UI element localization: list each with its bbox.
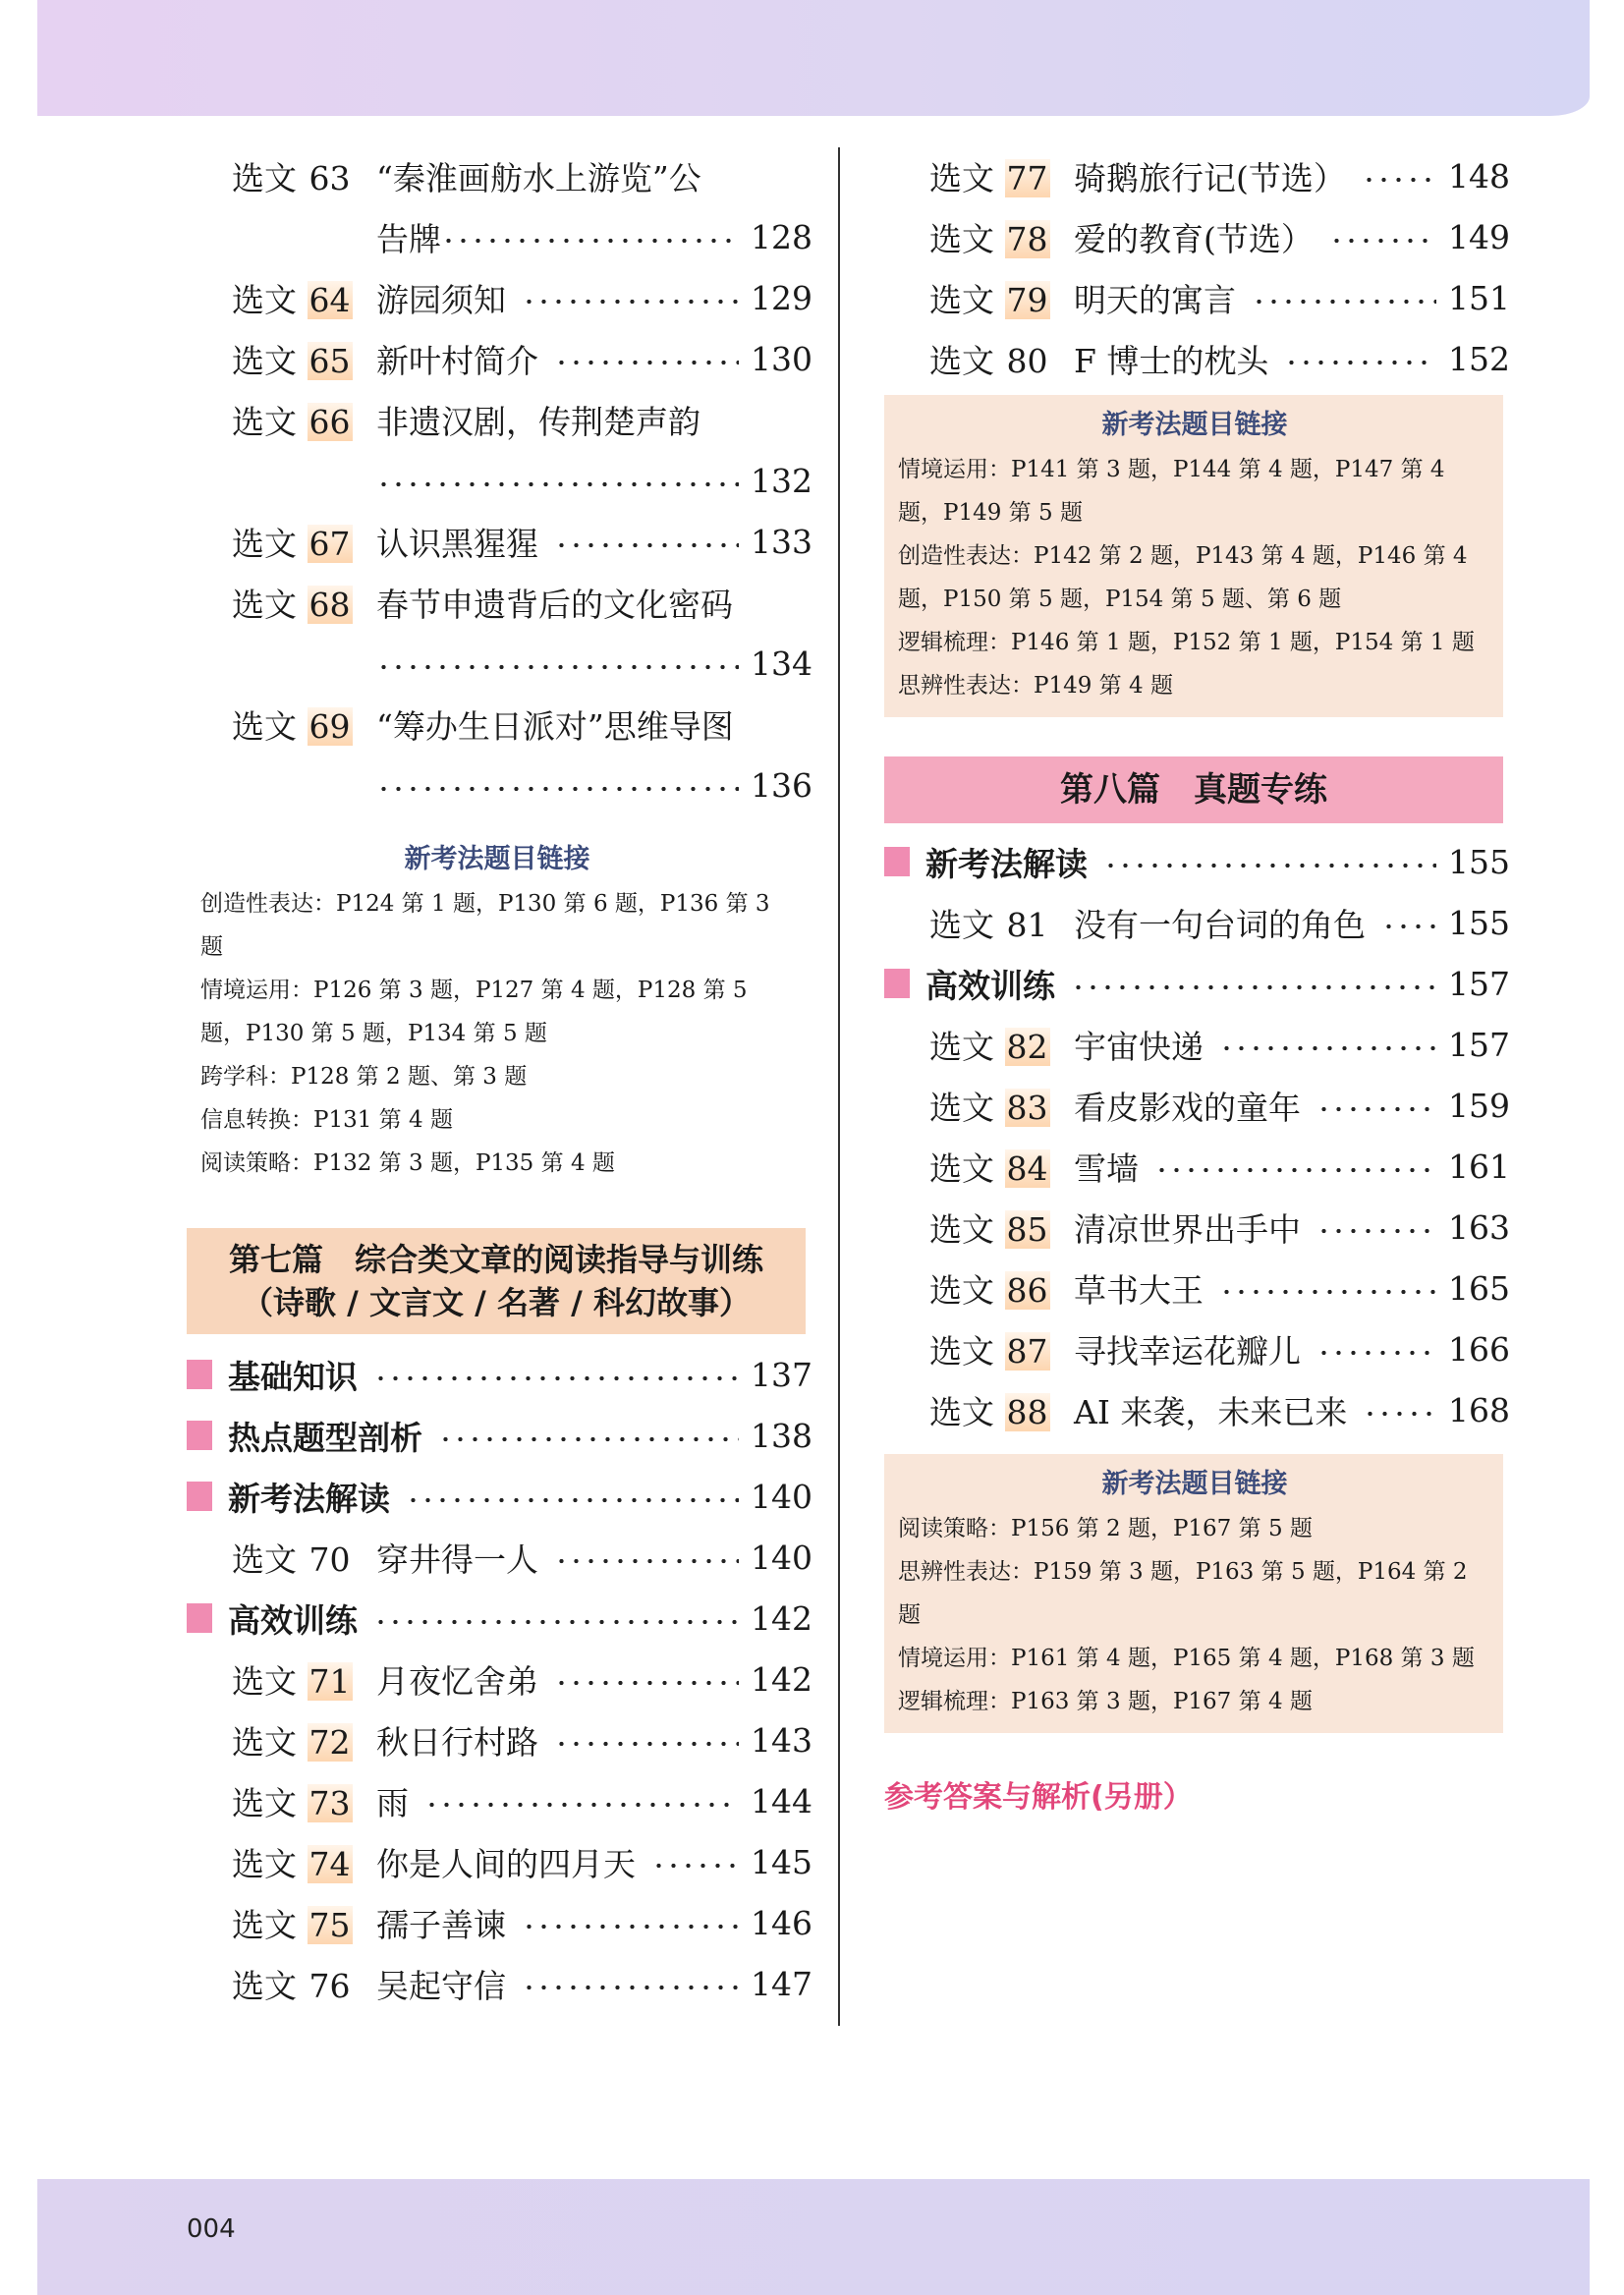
entry-title: 寻找幸运花瓣儿	[1074, 1331, 1301, 1371]
leader-dots	[522, 1969, 739, 1998]
leader-dots	[1316, 1334, 1436, 1364]
leader-dots	[1154, 1151, 1436, 1181]
entry-title: 新叶村简介	[376, 341, 538, 380]
leader-dots	[554, 1664, 739, 1694]
toc-entry[interactable]	[884, 1318, 1510, 1379]
entry-page: 159	[1448, 1086, 1510, 1125]
toc-entry[interactable]	[884, 206, 1510, 267]
leader-dots	[373, 1360, 739, 1389]
toc-entry[interactable]	[884, 1014, 1510, 1075]
entry-title: 孺子善谏	[376, 1905, 506, 1944]
section-marker-icon	[187, 1360, 212, 1389]
entry-title: 看皮影戏的童年	[1074, 1088, 1301, 1127]
section-marker-icon	[187, 1482, 212, 1511]
entry-label: 选文 86	[929, 1270, 1048, 1310]
entry-page: 157	[1448, 1025, 1510, 1064]
entry-label: 选文 78	[929, 219, 1048, 258]
toc-entry[interactable]	[187, 1892, 812, 1953]
toc-section[interactable]	[187, 1405, 812, 1466]
link-item: 思辨性表达：P159 第 3 题，P163 第 5 题，P164 第 2 题	[898, 1559, 1468, 1628]
toc-entry[interactable]	[187, 328, 812, 389]
leader-dots	[554, 1725, 739, 1755]
leader-dots	[1284, 344, 1436, 373]
leader-dots	[522, 1908, 739, 1937]
toc-entry[interactable]	[187, 1527, 812, 1588]
leader-dots	[1362, 161, 1436, 191]
leader-dots	[438, 1421, 739, 1450]
links-heading: 新考法题目链接	[1101, 410, 1288, 440]
section-title: 新考法解读	[925, 844, 1088, 883]
entry-title: 宇宙快递	[1074, 1027, 1204, 1066]
toc-section[interactable]	[884, 831, 1510, 892]
entry-page: 161	[1448, 1147, 1510, 1186]
toc-right-column	[884, 145, 1510, 1816]
toc-entry[interactable]	[884, 145, 1510, 206]
entry-title: 认识黑猩猩	[376, 524, 538, 563]
entry-label: 选文 63	[232, 158, 351, 197]
link-item: 阅读策略：P156 第 2 题，P167 第 5 题	[898, 1516, 1313, 1541]
entry-title: 游园须知	[376, 280, 506, 319]
toc-section[interactable]	[187, 1588, 812, 1649]
entry-page: 163	[1448, 1207, 1510, 1247]
entry-title: 骑鹅旅行记(节选）	[1074, 158, 1346, 197]
toc-entry[interactable]	[884, 1075, 1510, 1136]
toc-entry[interactable]	[187, 1831, 812, 1892]
entry-label: 选文 87	[929, 1331, 1048, 1371]
entry-page: 155	[1448, 903, 1510, 942]
link-item: 思辨性表达：P149 第 4 题	[898, 673, 1173, 699]
entry-page: 151	[1448, 278, 1510, 317]
link-item: 信息转换：P131 第 4 题	[200, 1107, 453, 1133]
entry-page: 129	[751, 278, 812, 317]
leader-dots	[554, 1542, 739, 1572]
links-heading: 新考法题目链接	[404, 844, 590, 874]
entry-label: 选文 84	[929, 1148, 1048, 1188]
toc-entry[interactable]	[187, 1709, 812, 1770]
leader-dots	[1316, 1091, 1436, 1120]
toc-section[interactable]	[884, 953, 1510, 1014]
leader-dots	[1316, 1212, 1436, 1242]
entry-label: 选文 66	[232, 402, 351, 441]
leader-dots	[651, 1847, 739, 1876]
entry-page: 165	[1448, 1268, 1510, 1308]
entry-page: 146	[751, 1903, 812, 1942]
entry-page: 132	[751, 461, 812, 500]
leader-dots	[1252, 283, 1436, 312]
entry-label: 选文 70	[232, 1539, 351, 1579]
chapter-7-title: 第七篇 综合类文章的阅读指导与训练	[228, 1241, 763, 1278]
toc-entry[interactable]	[884, 267, 1510, 328]
link-item: 阅读策略：P132 第 3 题，P135 第 4 题	[200, 1150, 615, 1176]
entry-title: 吴起守信	[376, 1966, 506, 2005]
leader-dots	[1219, 1273, 1436, 1303]
entry-label: 选文 83	[929, 1088, 1048, 1127]
entry-title: 月夜忆舍弟	[376, 1661, 538, 1701]
entry-title: 没有一句台词的角色	[1074, 905, 1366, 944]
page-number: 004	[187, 2214, 236, 2244]
entry-label: 选文 72	[232, 1722, 351, 1762]
entry-title-cont: 告牌	[376, 219, 441, 258]
new-question-links-box	[884, 1454, 1503, 1733]
chapter-8-title: 第八篇 真题专练	[1060, 770, 1327, 810]
toc-entry[interactable]	[884, 1258, 1510, 1318]
toc-entry[interactable]	[187, 572, 806, 633]
leader-dots	[1071, 969, 1436, 998]
section-title: 热点题型剖析	[228, 1418, 422, 1457]
entry-page: 144	[751, 1781, 812, 1820]
toc-entry[interactable]	[187, 145, 806, 206]
entry-label: 选文 79	[929, 280, 1048, 319]
section-marker-icon	[884, 969, 910, 998]
toc-entry[interactable]	[884, 892, 1510, 953]
entry-page: 147	[751, 1964, 812, 2003]
toc-entry[interactable]	[884, 1379, 1510, 1440]
section-title: 高效训练	[228, 1600, 358, 1640]
section-marker-icon	[187, 1603, 212, 1633]
toc-entry[interactable]	[187, 1953, 812, 2014]
entry-page: 136	[751, 765, 812, 805]
section-marker-icon	[187, 1421, 212, 1450]
entry-label: 选文 76	[232, 1966, 351, 2005]
toc-entry[interactable]	[187, 1649, 812, 1709]
leader-dots	[522, 283, 739, 312]
toc-entry-continuation[interactable]	[187, 755, 812, 815]
entry-label: 选文 69	[232, 706, 351, 746]
section-title: 基础知识	[228, 1357, 358, 1396]
toc-entry[interactable]	[884, 1197, 1510, 1258]
toc-entry[interactable]	[884, 328, 1510, 389]
answers-note[interactable]: 参考答案与解析(另册）	[884, 1780, 1193, 1815]
entry-title: 秋日行村路	[376, 1722, 538, 1762]
section-page: 157	[1448, 964, 1510, 1003]
entry-label: 选文 80	[929, 341, 1048, 380]
section-page: 155	[1448, 842, 1510, 881]
entry-title: 春节申遗背后的文化密码	[376, 585, 733, 624]
entry-page: 145	[751, 1842, 812, 1881]
link-item: 跨学科：P128 第 2 题、第 3 题	[200, 1064, 528, 1090]
link-item: 逻辑梳理：P163 第 3 题，P167 第 4 题	[898, 1689, 1313, 1714]
entry-page: 134	[751, 644, 812, 683]
leader-dots	[441, 222, 739, 252]
leader-dots	[1219, 1030, 1436, 1059]
entry-title: “筹办生日派对”思维导图	[376, 706, 734, 746]
toc-entry[interactable]	[187, 389, 806, 450]
link-item: 创造性表达：P124 第 1 题，P130 第 6 题，P136 第 3 题	[200, 891, 770, 960]
toc-left-column	[187, 145, 812, 2014]
entry-page: 128	[751, 217, 812, 256]
section-page: 142	[751, 1598, 812, 1638]
entry-page: 143	[751, 1720, 812, 1760]
leader-dots	[554, 527, 739, 556]
toc-entry-continuation[interactable]	[187, 206, 812, 267]
entry-label: 选文 74	[232, 1844, 351, 1883]
entry-label: 选文 88	[929, 1392, 1048, 1431]
toc-section[interactable]	[187, 1344, 812, 1405]
leader-dots	[376, 466, 739, 495]
entry-label: 选文 77	[929, 158, 1048, 197]
section-title: 新考法解读	[228, 1479, 390, 1518]
toc-entry[interactable]	[187, 1770, 812, 1831]
section-title: 高效训练	[925, 966, 1055, 1005]
chapter-8-header[interactable]	[884, 756, 1503, 823]
leader-dots	[373, 1603, 739, 1633]
entry-page: 148	[1448, 156, 1510, 196]
entry-page: 152	[1448, 339, 1510, 378]
entry-title: F 博士的枕头	[1074, 341, 1269, 380]
toc-section[interactable]	[187, 1466, 812, 1527]
chapter-7-subtitle: （诗歌 / 文言文 / 名著 / 科幻故事）	[242, 1284, 751, 1321]
toc-entry-continuation[interactable]	[187, 633, 812, 694]
entry-label: 选文 75	[232, 1905, 351, 1944]
entry-label: 选文 65	[232, 341, 351, 380]
section-marker-icon	[884, 847, 910, 876]
toc-entry-continuation[interactable]	[187, 450, 812, 511]
entry-label: 选文 73	[232, 1783, 351, 1822]
leader-dots	[1363, 1395, 1436, 1425]
entry-title: “秦淮画舫水上游览”公	[376, 158, 701, 197]
section-page: 137	[751, 1355, 812, 1394]
link-item: 逻辑梳理：P146 第 1 题，P152 第 1 题，P154 第 1 题	[898, 630, 1475, 655]
leader-dots	[376, 648, 739, 678]
link-item: 情境运用：P161 第 4 题，P165 第 4 题，P168 第 3 题	[898, 1646, 1475, 1671]
leader-dots	[1381, 908, 1436, 937]
section-page: 140	[751, 1477, 812, 1516]
link-item: 情境运用：P126 第 3 题，P127 第 4 题，P128 第 5 题，P130 第 5 题，P134 第 5 题	[200, 978, 748, 1046]
entry-label: 选文 64	[232, 280, 351, 319]
entry-title: 雨	[376, 1783, 409, 1822]
section-page: 138	[751, 1416, 812, 1455]
entry-label: 选文 71	[232, 1661, 351, 1701]
entry-label: 选文 68	[232, 585, 351, 624]
leader-dots	[1329, 222, 1436, 252]
link-item: 情境运用：P141 第 3 题，P144 第 4 题，P147 第 4 题，P149 第 5 题	[898, 457, 1445, 526]
chapter-7-header[interactable]	[187, 1228, 806, 1334]
toc-entry[interactable]	[187, 267, 812, 328]
entry-title: 草书大王	[1074, 1270, 1204, 1310]
entry-title: 你是人间的四月天	[376, 1844, 636, 1883]
entry-title: 明天的寓言	[1074, 280, 1236, 319]
entry-title: 非遗汉剧，传荆楚声韵	[376, 402, 700, 441]
entry-page: 168	[1448, 1390, 1510, 1429]
leader-dots	[424, 1786, 739, 1816]
entry-title: 雪墙	[1074, 1148, 1139, 1188]
leader-dots	[1103, 847, 1436, 876]
entry-page: 133	[751, 522, 812, 561]
entry-page: 166	[1448, 1329, 1510, 1369]
page-footer-band	[37, 2179, 1590, 2295]
entry-title: AI 来袭，未来已来	[1074, 1392, 1348, 1431]
entry-title: 清凉世界出手中	[1074, 1209, 1301, 1249]
entry-label: 选文 85	[929, 1209, 1048, 1249]
page-header-band	[37, 0, 1590, 116]
toc-entry[interactable]	[884, 1136, 1510, 1197]
entry-title: 爱的教育(节选）	[1074, 219, 1314, 258]
leader-dots	[554, 344, 739, 373]
entry-page: 149	[1448, 217, 1510, 256]
leader-dots	[376, 770, 739, 800]
entry-title: 穿井得一人	[376, 1539, 538, 1579]
column-divider	[838, 147, 840, 2026]
links-heading: 新考法题目链接	[1101, 1469, 1288, 1499]
leader-dots	[406, 1482, 739, 1511]
new-question-links-box	[884, 395, 1503, 717]
new-question-links-box	[187, 829, 806, 1195]
toc-entry[interactable]	[187, 694, 806, 755]
entry-page: 130	[751, 339, 812, 378]
entry-label: 选文 81	[929, 905, 1048, 944]
entry-page: 140	[751, 1538, 812, 1577]
entry-label: 选文 82	[929, 1027, 1048, 1066]
entry-page: 142	[751, 1659, 812, 1699]
toc-entry[interactable]	[187, 511, 812, 572]
entry-label: 选文 67	[232, 524, 351, 563]
link-item: 创造性表达：P142 第 2 题，P143 第 4 题，P146 第 4 题，P150 第 5 题，P154 第 5 题、第 6 题	[898, 543, 1468, 612]
